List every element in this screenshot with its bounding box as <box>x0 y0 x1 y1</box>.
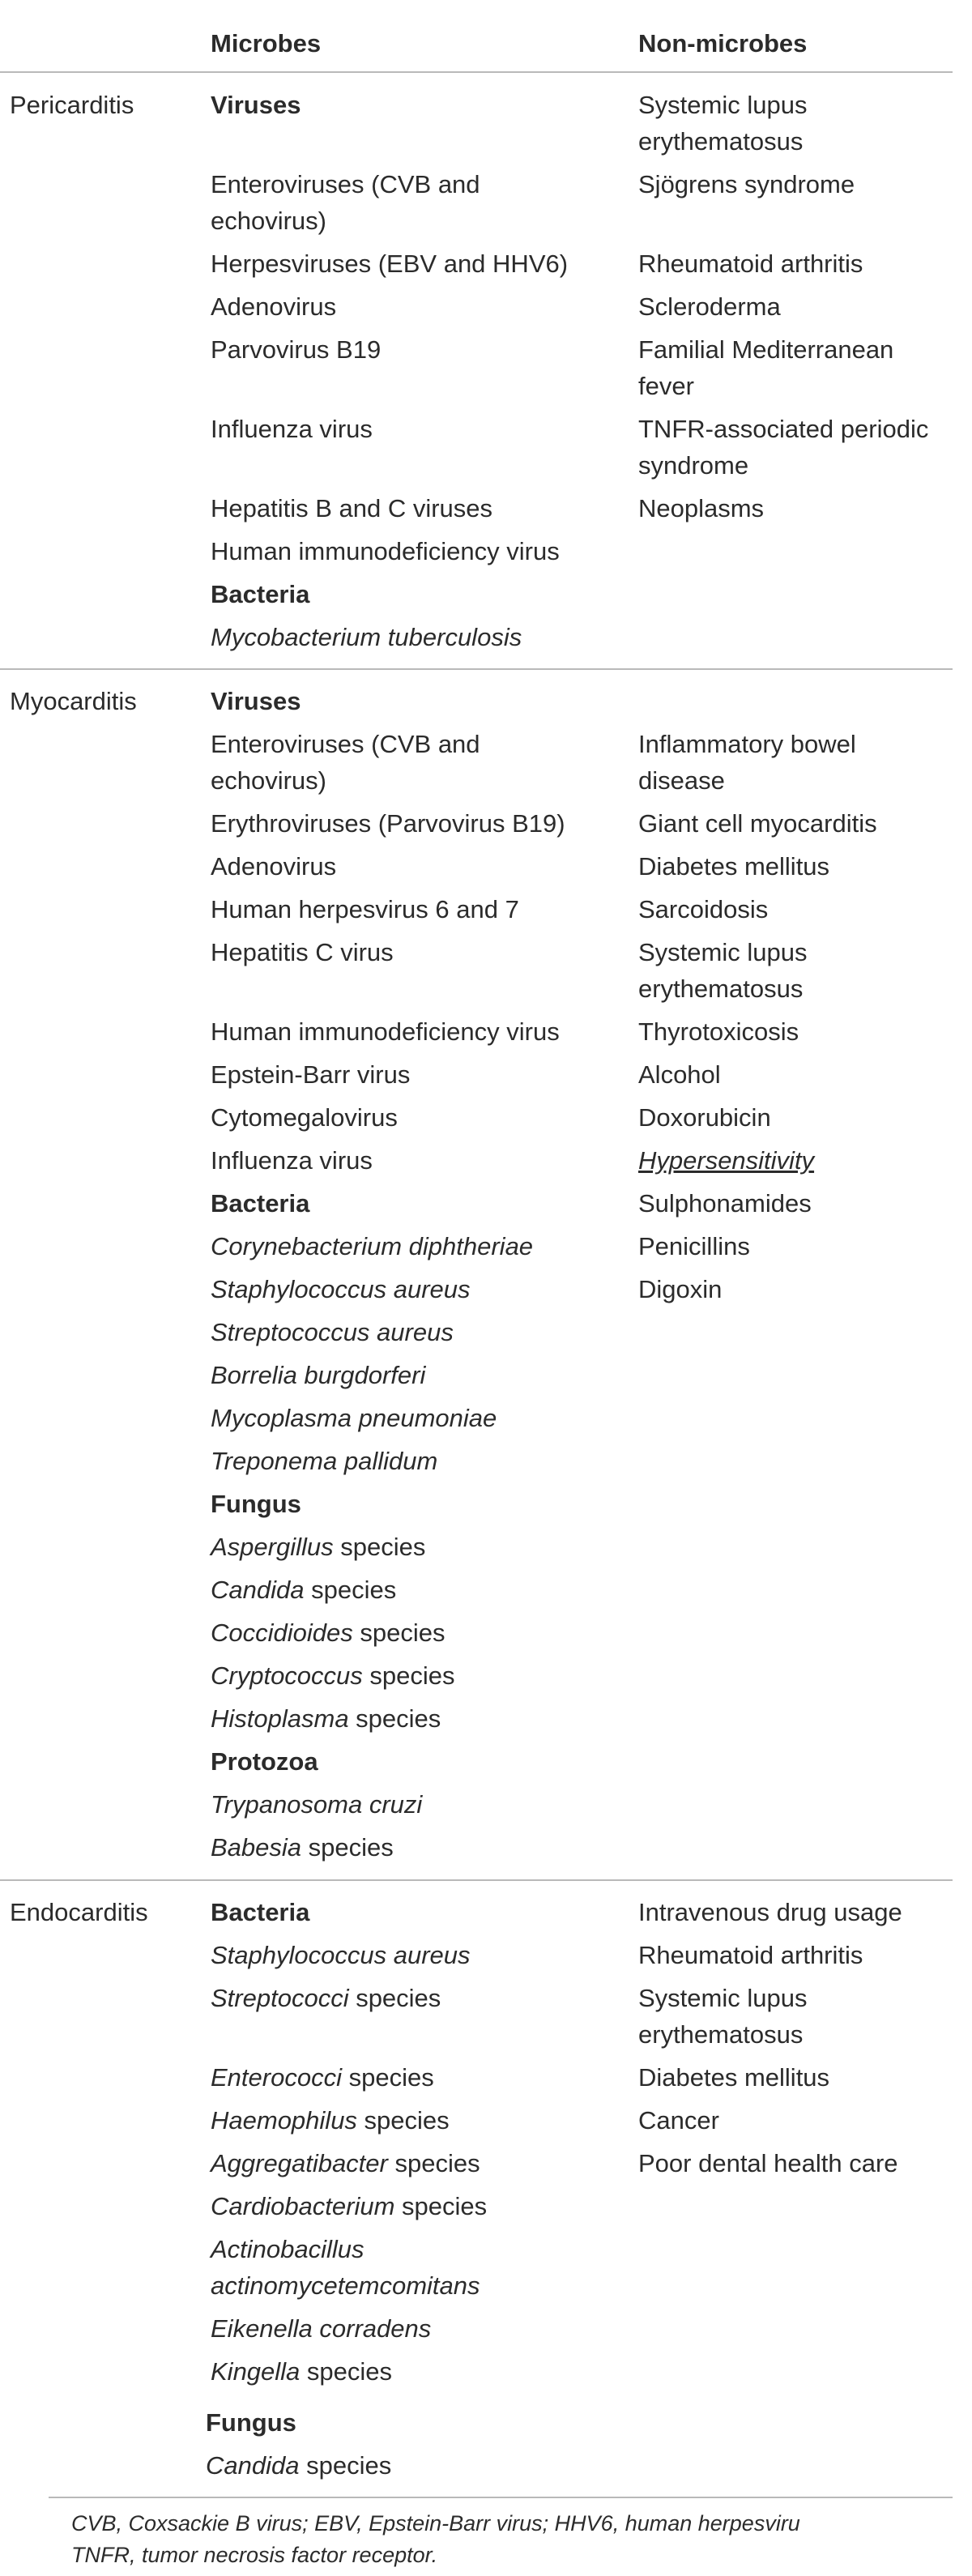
myocarditis-fungus-item <box>211 1572 396 1608</box>
myocarditis-non-microbe-item: Thyrotoxicosis <box>638 1017 799 1046</box>
column-header-non-microbes: Non-microbes <box>638 29 808 58</box>
myocarditis-protozoa-heading: Protozoa <box>211 1747 318 1776</box>
species-word: species <box>348 1984 441 2012</box>
myocarditis-virus-item: Influenza virus <box>211 1146 373 1175</box>
myocarditis-fungus-item <box>211 1529 425 1565</box>
species-word: species <box>356 2106 450 2135</box>
myocarditis-non-microbe-item: disease <box>638 766 725 795</box>
genus-name: Histoplasma <box>211 1704 349 1733</box>
myocarditis-virus-item: Cytomegalovirus <box>211 1103 398 1132</box>
endocarditis-non-microbe-item: Cancer <box>638 2106 719 2135</box>
species-word: species <box>341 2063 434 2092</box>
species-word: species <box>333 1533 426 1561</box>
pericarditis-non-microbe-item: Sjögrens syndrome <box>638 170 855 198</box>
species-word: species <box>300 2357 393 2386</box>
myocarditis-non-microbe-item: Penicillins <box>638 1232 750 1260</box>
myocarditis-non-microbe-item: Sarcoidosis <box>638 895 769 923</box>
genus-name: Kingella <box>211 2357 301 2386</box>
species-word: species <box>352 1619 446 1647</box>
genus-name: Candida <box>206 2451 300 2480</box>
pericarditis-virus-item: Adenovirus <box>211 292 337 321</box>
myocarditis-non-microbe-item: Systemic lupus <box>638 938 808 966</box>
myocarditis-bacteria-item: Streptococcus aureus <box>211 1318 454 1346</box>
endocarditis-bacteria-item <box>211 2145 480 2181</box>
species-word: species <box>387 2149 480 2177</box>
section-divider <box>0 1879 953 1881</box>
pericarditis-non-microbe-item: erythematosus <box>638 127 804 156</box>
species-word: species <box>394 2192 488 2220</box>
myocarditis-protozoa-item: Trypanosoma cruzi <box>211 1790 423 1819</box>
myocarditis-fungus-item <box>211 1657 455 1694</box>
footer-divider <box>49 2497 953 2498</box>
endocarditis-non-microbe-item: erythematosus <box>638 2020 804 2049</box>
endocarditis-non-microbe-item: Intravenous drug usage <box>638 1898 902 1926</box>
endocarditis-bacteria-item <box>211 2353 392 2390</box>
genus-name: Cryptococcus <box>211 1661 363 1690</box>
myocarditis-non-microbe-item: Doxorubicin <box>638 1103 771 1132</box>
myocarditis-virus-item: Enteroviruses (CVB and <box>211 730 480 758</box>
species-word: species <box>301 1833 394 1862</box>
endocarditis-non-microbe-item: Systemic lupus <box>638 1984 808 2012</box>
pericarditis-non-microbe-item: Scleroderma <box>638 292 781 321</box>
pericarditis-non-microbe-item: fever <box>638 372 694 400</box>
endocarditis-bacteria-heading: Bacteria <box>211 1898 310 1926</box>
endocarditis-bacteria-item <box>211 2188 487 2224</box>
genus-name: Aspergillus <box>211 1533 334 1561</box>
myocarditis-virus-item: Epstein-Barr virus <box>211 1060 411 1089</box>
myocarditis-bacteria-heading: Bacteria <box>211 1189 310 1218</box>
myocarditis-virus-item: Erythroviruses (Parvovirus B19) <box>211 809 565 838</box>
pericarditis-bacteria-item: Mycobacterium tuberculosis <box>211 623 522 651</box>
section-divider <box>0 668 953 670</box>
endocarditis-bacteria-item <box>211 1980 441 2016</box>
myocarditis-non-microbe-item: Alcohol <box>638 1060 721 1089</box>
myocarditis-fungus-heading: Fungus <box>211 1490 301 1518</box>
genus-name: Aggregatibacter <box>211 2149 388 2177</box>
footnote-line: CVB, Coxsackie B virus; EBV, Epstein-Barr virus; HHV6, human herpesviru <box>71 2511 800 2535</box>
myocarditis-fungus-item <box>211 1614 446 1651</box>
pericarditis-non-microbe-item: Systemic lupus <box>638 91 808 119</box>
pericarditis-virus-item: echovirus) <box>211 207 326 235</box>
species-word: species <box>348 1704 441 1733</box>
endocarditis-non-microbe-item: Diabetes mellitus <box>638 2063 830 2092</box>
header-divider <box>0 71 953 73</box>
endocarditis-non-microbe-item: Poor dental health care <box>638 2149 898 2177</box>
footnote-line: TNFR, tumor necrosis factor receptor. <box>71 2543 438 2567</box>
endocarditis-bacteria-item: Staphylococcus aureus <box>211 1941 471 1969</box>
genus-name: Haemophilus <box>211 2106 357 2135</box>
endocarditis-bacteria-item: Actinobacillus <box>211 2235 364 2263</box>
pericarditis-virus-item: Parvovirus B19 <box>211 335 382 364</box>
pericarditis-non-microbe-item: syndrome <box>638 451 749 480</box>
pericarditis-non-microbe-item: TNFR-associated periodic <box>638 415 929 443</box>
genus-name: Coccidioides <box>211 1619 353 1647</box>
myocarditis-non-microbe-item: Giant cell myocarditis <box>638 809 877 838</box>
myocarditis-fungus-item <box>211 1700 441 1737</box>
pericarditis-virus-item: Influenza virus <box>211 415 373 443</box>
myocarditis-non-microbe-item: erythematosus <box>638 975 804 1003</box>
pericarditis-non-microbe-item: Neoplasms <box>638 494 765 522</box>
pericarditis-virus-item: Hepatitis B and C viruses <box>211 494 493 522</box>
genus-name: Enterococci <box>211 2063 342 2092</box>
myocarditis-non-microbe-item: Inflammatory bowel <box>638 730 856 758</box>
endocarditis-fungus-item <box>206 2447 391 2484</box>
row-label-endocarditis: Endocarditis <box>10 1898 148 1926</box>
endocarditis-fungus-heading: Fungus <box>206 2408 296 2437</box>
myocarditis-non-microbe-item: Sulphonamides <box>638 1189 812 1218</box>
pericarditis-virus-item: Enteroviruses (CVB and <box>211 170 480 198</box>
myocarditis-virus-item: echovirus) <box>211 766 326 795</box>
genus-name: Cardiobacterium <box>211 2192 395 2220</box>
myocarditis-virus-item: Human herpesvirus 6 and 7 <box>211 895 519 923</box>
endocarditis-bacteria-item: actinomycetemcomitans <box>211 2271 480 2300</box>
genus-name: Streptococci <box>211 1984 349 2012</box>
pericarditis-viruses-heading: Viruses <box>211 91 301 119</box>
myocarditis-bacteria-item: Mycoplasma pneumoniae <box>211 1404 497 1432</box>
endocarditis-non-microbe-item: Rheumatoid arthritis <box>638 1941 863 1969</box>
myocarditis-non-microbe-item: Digoxin <box>638 1275 723 1303</box>
endocarditis-bacteria-item <box>211 2102 450 2139</box>
pericarditis-non-microbe-item: Familial Mediterranean <box>638 335 894 364</box>
pericarditis-virus-item: Herpesviruses (EBV and HHV6) <box>211 249 569 278</box>
myocarditis-bacteria-item: Borrelia burgdorferi <box>211 1361 426 1389</box>
pericarditis-virus-item: Human immunodeficiency virus <box>211 537 560 565</box>
genus-name: Candida <box>211 1576 305 1604</box>
myocarditis-hypersensitivity-subheading: Hypersensitivity <box>638 1146 815 1175</box>
endocarditis-bacteria-item <box>211 2059 434 2096</box>
myocarditis-virus-item: Adenovirus <box>211 852 337 881</box>
pericarditis-non-microbe-item: Rheumatoid arthritis <box>638 249 863 278</box>
myocarditis-virus-item: Hepatitis C virus <box>211 938 394 966</box>
species-word: species <box>299 2451 392 2480</box>
myocarditis-bacteria-item: Staphylococcus aureus <box>211 1275 471 1303</box>
myocarditis-protozoa-item <box>211 1829 394 1866</box>
endocarditis-bacteria-item: Eikenella corradens <box>211 2314 432 2343</box>
myocarditis-bacteria-item: Corynebacterium diphtheriae <box>211 1232 534 1260</box>
pericarditis-bacteria-heading: Bacteria <box>211 580 310 608</box>
myocarditis-bacteria-item: Treponema pallidum <box>211 1447 438 1475</box>
species-word: species <box>304 1576 397 1604</box>
row-label-pericarditis: Pericarditis <box>10 91 134 119</box>
species-word: species <box>362 1661 455 1690</box>
myocarditis-non-microbe-item: Diabetes mellitus <box>638 852 830 881</box>
genus-name: Babesia <box>211 1833 302 1862</box>
column-header-microbes: Microbes <box>211 29 322 58</box>
row-label-myocarditis: Myocarditis <box>10 687 137 715</box>
myocarditis-viruses-heading: Viruses <box>211 687 301 715</box>
myocarditis-virus-item: Human immunodeficiency virus <box>211 1017 560 1046</box>
